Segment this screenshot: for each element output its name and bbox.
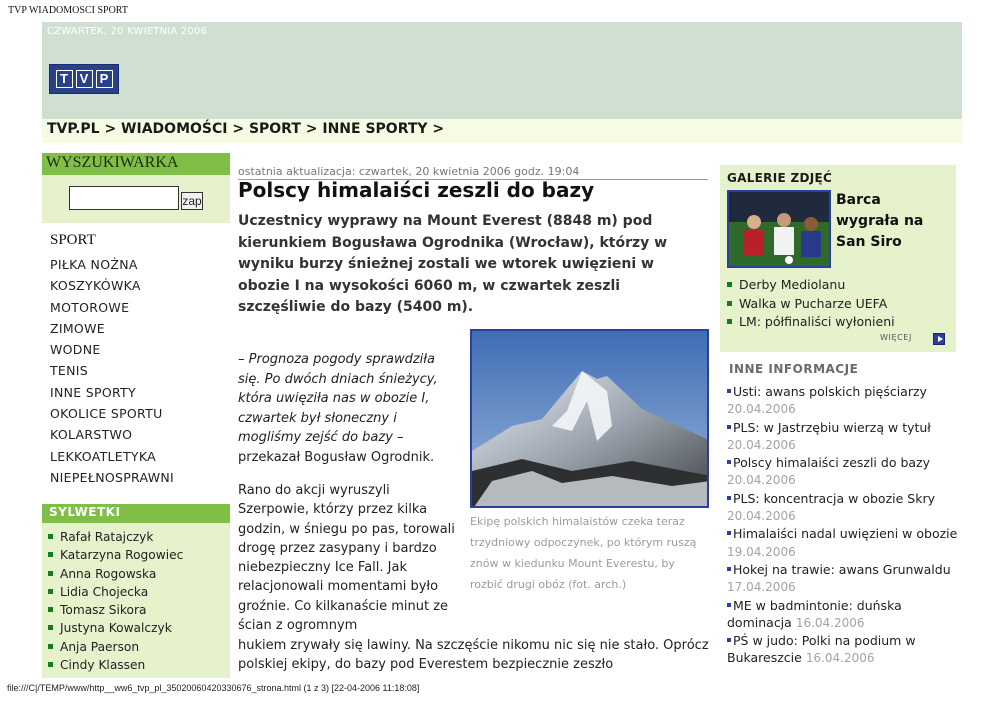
search-input[interactable] <box>69 186 179 210</box>
sport-menu-item[interactable]: INNE SPORTY <box>50 384 136 400</box>
profile-link[interactable]: Cindy Klassen <box>48 656 183 674</box>
page-title: TVP WIADOMOSCI SPORT <box>8 5 128 16</box>
profile-link[interactable]: Lidia Chojecka <box>48 583 183 601</box>
quote-attribution: przekazał Bogusław Ogrodnik. <box>238 449 435 465</box>
profile-link[interactable]: Justyna Kowalczyk <box>48 619 183 637</box>
news-date: 16.04.2006 <box>805 651 875 666</box>
article-paragraph: hukiem zrywały się lawiny. Na szczęście nikomu nic się nie stało. Oprócz polskiej ekipy, do bazy pod Everestem bezpiecznie zeszło <box>238 638 709 673</box>
article-quote <box>238 350 460 467</box>
sport-menu-item[interactable]: LEKKOATLETYKA <box>50 448 156 464</box>
profile-link[interactable]: Anna Rogowska <box>48 565 183 583</box>
gallery-link[interactable]: LM: półfinaliści wyłonieni <box>727 313 895 332</box>
news-link[interactable]: PŚ w judo: Polki na podium w Bukareszcie <box>727 633 916 666</box>
profiles-list <box>48 528 183 674</box>
news-link[interactable]: PLS: w Jastrzębiu wierzą w tytuł <box>733 419 931 435</box>
news-item[interactable] <box>727 525 967 561</box>
sport-menu-item[interactable]: PIŁKA NOŻNA <box>50 257 138 272</box>
news-date: 20.04.2006 <box>727 473 796 488</box>
gallery-title: GALERIE ZDJĘĆ <box>727 171 833 185</box>
gallery-link[interactable]: Derby Mediolanu <box>727 276 895 295</box>
news-item[interactable] <box>727 419 967 455</box>
news-link[interactable]: Polscy himalaiści zeszli do bazy <box>733 455 930 471</box>
article-paragraph: Rano do akcji wyruszyli Szerpowie, którzy przez kilka godzin, w śniegu po pas, torowali drogę przez zasypany i bardzo niebezpieczny Ice Fall. Jak relacjonowali momentami było groźnie. Co kilkanaście minut ze ścian z ogromnym <box>238 483 455 634</box>
news-item[interactable] <box>727 597 967 633</box>
news-item[interactable] <box>727 490 967 526</box>
sport-menu-item[interactable]: KOSZYKÓWKA <box>50 278 141 294</box>
article-title: Polscy himalaiści zeszli do bazy <box>238 178 595 202</box>
logo-letter: V <box>76 70 93 88</box>
news-date: 20.04.2006 <box>727 437 796 452</box>
profile-link[interactable]: Anja Paerson <box>48 638 183 656</box>
sport-menu-item[interactable]: TENIS <box>50 363 89 379</box>
news-date: 16.04.2006 <box>795 615 865 630</box>
profile-link[interactable]: Rafał Ratajczyk <box>48 528 183 546</box>
tvp-logo[interactable] <box>49 64 119 94</box>
sport-menu-item[interactable]: NIEPEŁNOSPRAWNI <box>50 469 175 485</box>
logo-letter: P <box>96 70 113 88</box>
arrow-right-icon[interactable] <box>933 333 945 345</box>
news-link[interactable]: Hokej na trawie: awans Grunwaldu <box>733 561 951 577</box>
photo-caption: Ekipę polskich himalaistów czeka teraz trzydniowy odpoczynek, po którym ruszą znów w kiedunku Mount Everestu, by rozbić drugi obóz (fot. arch.) <box>470 515 697 591</box>
news-date: 20.04.2006 <box>727 509 796 524</box>
football-image <box>729 192 831 268</box>
profile-link[interactable]: Tomasz Sikora <box>48 601 183 619</box>
news-date: 17.04.2006 <box>727 580 796 595</box>
sport-menu-item[interactable]: MOTOROWE <box>50 299 130 315</box>
profile-link[interactable]: Katarzyna Rogowiec <box>48 546 183 564</box>
quote-italic: – Prognoza pogody sprawdziła się. Po dwóch dniach śnieżycy, która uwięziła nas w obozie I, czwartek był słoneczny i mogliśmy zejść do bazy – <box>238 352 438 445</box>
sport-menu-title: SPORT <box>50 232 96 248</box>
article-lead: Uczestnicy wyprawy na Mount Everest (8848 m) pod kierunkiem Bogusława Ogrodnika (Wrocław), którzy w wyniku burzy śnieżnej zostali we wtorek uwięzieni w obozie I na wysokości 6060 m, w czwartek zeszli szczęśliwie do bazy (5400 m). <box>238 213 668 315</box>
more-link[interactable]: WIĘCEJ <box>880 333 912 342</box>
gallery-headline[interactable]: Barca wygrała na San Siro <box>836 192 924 250</box>
sport-menu-item[interactable]: KOLARSTWO <box>50 427 133 443</box>
news-link[interactable]: Usti: awans polskich pięściarzy <box>733 384 927 399</box>
search-button[interactable]: zap <box>182 194 202 208</box>
news-link[interactable]: PLS: koncentracja w obozie Skry <box>733 490 935 506</box>
profiles-title: SYLWETKI <box>49 505 121 519</box>
news-date: 20.04.2006 <box>727 402 796 417</box>
header-date: CZWARTEK, 20 KWIETNIA 2006 <box>47 26 208 37</box>
last-update: ostatnia aktualizacja: czwartek, 20 kwietnia 2006 godz. 19:04 <box>238 165 580 178</box>
gallery-links <box>727 276 895 332</box>
search-title: WYSZUKIWARKA <box>46 154 179 171</box>
other-info-list <box>727 383 967 668</box>
news-link[interactable]: Himalaiści nadal uwięzieni w obozie <box>733 526 958 542</box>
news-item[interactable] <box>727 454 967 490</box>
footer-file-path: file:///C|/TEMP/www/http__ww6_tvp_pl_35020060420330676_strona.html (1 z 3) [22-04-2006 11:18:08] <box>7 683 420 693</box>
logo-letter: T <box>56 70 73 88</box>
sport-menu <box>50 254 174 488</box>
news-date: 19.04.2006 <box>727 544 796 559</box>
sport-menu-item[interactable]: ZIMOWE <box>50 320 105 336</box>
sport-menu-item[interactable]: WODNE <box>50 342 101 358</box>
other-info-title: INNE INFORMACJE <box>729 362 859 376</box>
mountain-image <box>472 331 709 508</box>
news-item[interactable] <box>727 632 967 668</box>
gallery-photo[interactable] <box>727 190 831 268</box>
article-photo <box>470 329 709 508</box>
news-item[interactable] <box>727 383 967 419</box>
news-link[interactable]: ME w badmintonie: duńska dominacja <box>727 597 902 630</box>
sport-menu-item[interactable]: OKOLICE SPORTU <box>50 406 163 422</box>
breadcrumb[interactable]: TVP.PL > WIADOMOŚCI > SPORT > INNE SPORTY > <box>47 121 445 137</box>
news-item[interactable] <box>727 561 967 597</box>
gallery-link[interactable]: Walka w Pucharze UEFA <box>727 295 895 314</box>
